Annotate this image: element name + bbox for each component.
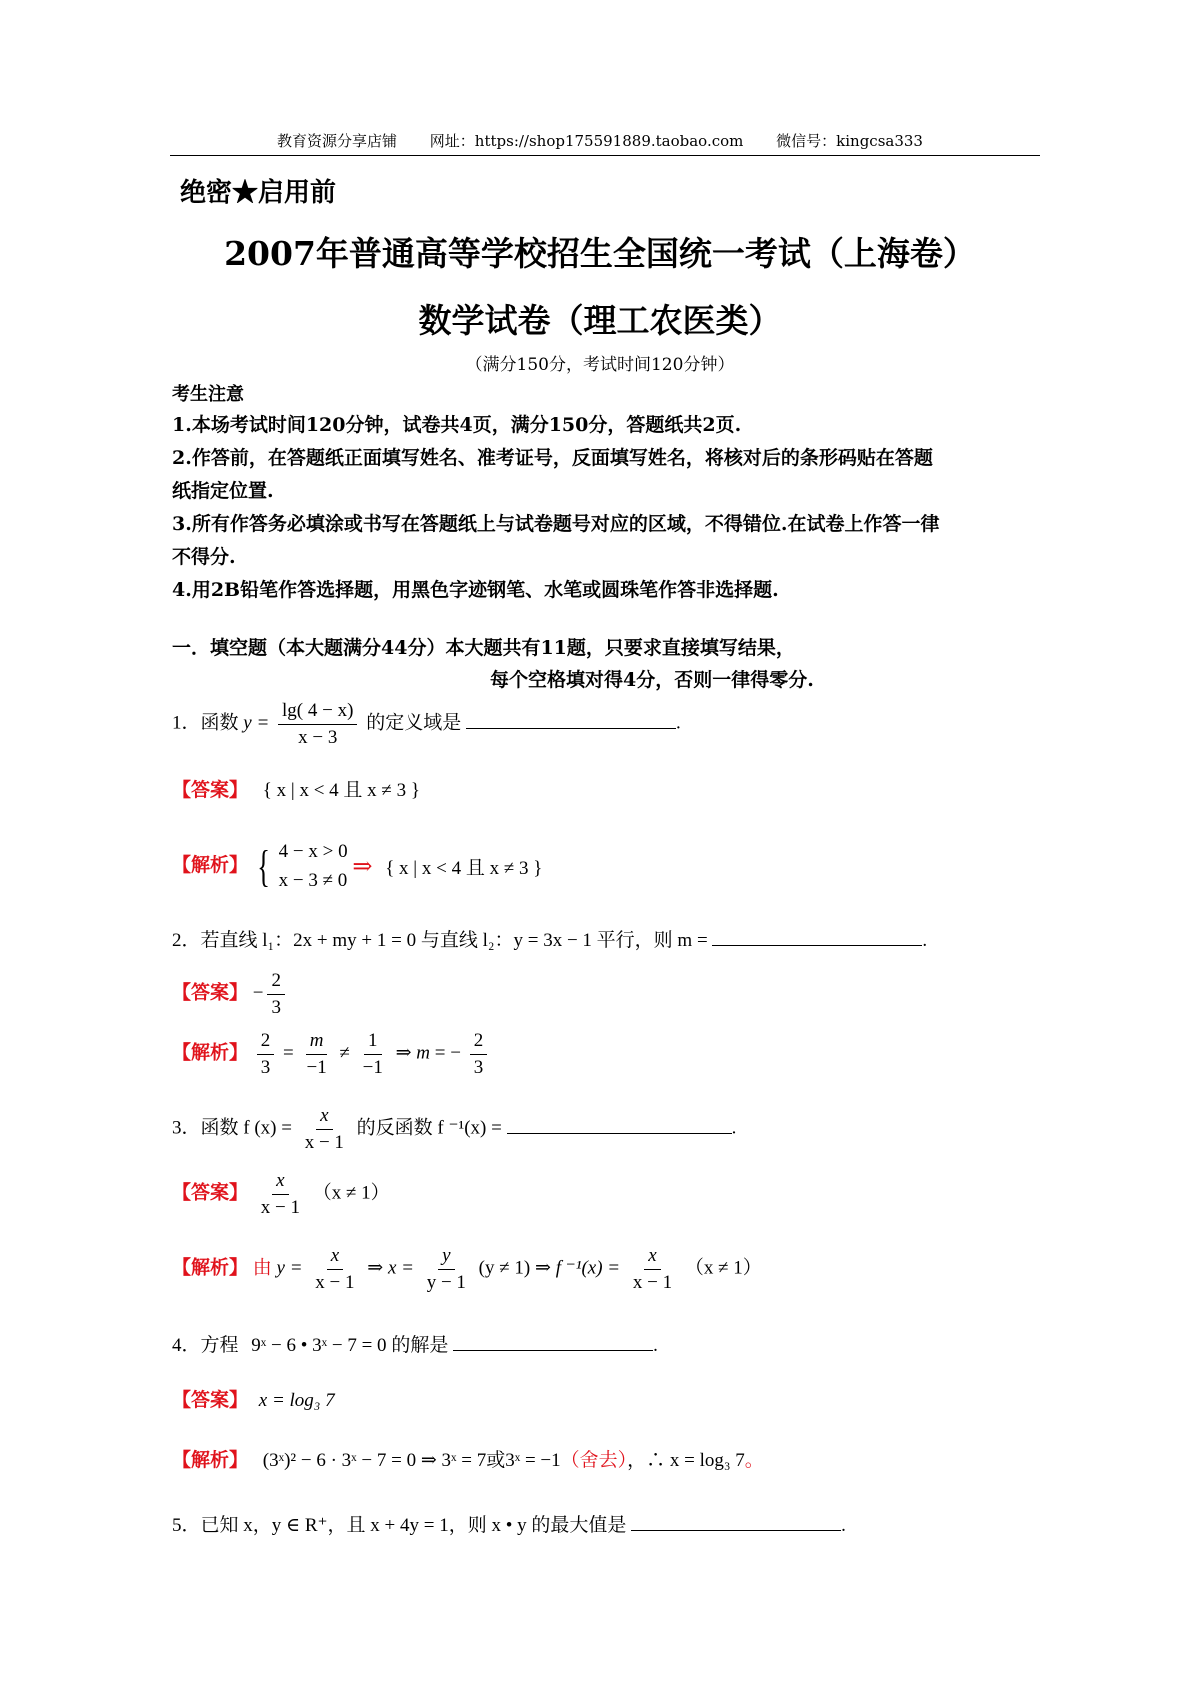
exam-title: 2007年普通高等学校招生全国统一考试（上海卷） (224, 234, 976, 273)
question-1: 1．函数 y = $\frac{\lg( 4 - x)}{x - 3}$ 的定义域是 . (172, 700, 681, 748)
q2-analysis: 【解析】 $\frac{2}{3}$ = $\frac{m}{-1}$ ≠ $\frac{1}{-1}$ ⇒ m = − $\frac{2}{3}$ (172, 1030, 491, 1079)
question-2: 2．若直线 l₁：2x + my + 1 = 0 与直线 l₂：y = 3x − 1 平行，则 m = . (172, 925, 927, 952)
q4-analysis: 【解析】 (3ˣ)² − 6 · 3ˣ − 7 = 0 ⇒ 3ˣ = 7或3ˣ = −1（舍去），∴ x = log₃ 7。 (172, 1450, 764, 1471)
note-item: 不得分. (172, 546, 236, 568)
q3-answer: 【答案】 $\frac{x}{x - 1}$ （x ≠ 1） (172, 1170, 390, 1218)
note-item: 2.作答前，在答题纸正面填写姓名、准考证号，反面填写姓名，将核对后的条形码贴在答题 (172, 447, 933, 469)
section-title-cont: 每个空格填对得4分，否则一律得零分. (490, 669, 814, 691)
header-rule (170, 155, 1040, 156)
note-item: 纸指定位置. (172, 480, 274, 502)
note-item: 1.本场考试时间120分钟，试卷共4页，满分150分，答题纸共2页. (172, 414, 742, 436)
q3-analysis: 【解析】 由 y = $\frac{x}{x - 1}$ ⇒ x = $\frac{y}{y - 1}$ (y ≠ 1) ⇒ f ⁻¹(x) = $\frac{x}{x - 1}$ （x ≠ 1） (172, 1245, 762, 1293)
answer-blank[interactable] (453, 1332, 653, 1351)
exam-subject-title: 数学试卷（理工农医类） (418, 301, 782, 340)
answer-blank[interactable] (631, 1512, 841, 1531)
exam-subtitle: （满分150分，考试时间120分钟） (465, 355, 735, 375)
notes-heading: 考生注意 (172, 384, 244, 405)
question-3: 3．函数 f (x) = $\frac{x}{x - 1}$ 的反函数 f ⁻¹(x) = . (172, 1105, 737, 1153)
page-header (0, 130, 1200, 151)
note-item: 3.所有作答务必填涂或书写在答题纸上与试卷题号对应的区域，不得错位.在试卷上作答一律 (172, 513, 940, 535)
q1-answer: 【答案】 { x | x < 4 且 x ≠ 3 } (172, 780, 420, 801)
header-wechat: 微信号：kingcsa333 (776, 132, 923, 150)
note-item: 4.用2B铅笔作答选择题，用黑色字迹钢笔、水笔或圆珠笔作答非选择题. (172, 579, 779, 601)
answer-blank[interactable] (466, 710, 676, 729)
q1-fraction: $\frac{\lg( 4 - x)}{x - 3}$ (278, 700, 357, 749)
section-title: 一．填空题（本大题满分44分）本大题共有11题，只要求直接填写结果， (172, 637, 795, 659)
answer-blank[interactable] (507, 1115, 732, 1134)
q1-analysis: 【解析】 { 4 − x > 0 x − 3 ≠ 0 ⇒ { x | x < 4 且 x ≠ 3 } (172, 841, 543, 891)
secret-label: 绝密★启用前 (180, 178, 337, 208)
q4-answer: 【答案】 x = log₃ 7 (172, 1390, 335, 1411)
header-shop: 教育资源分享店铺 (277, 132, 398, 150)
header-url[interactable]: 网址：https://shop175591889.taobao.com (429, 132, 744, 150)
answer-blank[interactable] (712, 927, 922, 946)
q2-answer: 【答案】 − $\frac{2}{3}$ (172, 970, 289, 1019)
question-4: 4．方程 9ˣ − 6 • 3ˣ − 7 = 0 的解是 . (172, 1330, 658, 1357)
question-5: 5．已知 x，y ∈ R⁺，且 x + 4y = 1，则 x • y 的最大值是 . (172, 1510, 846, 1537)
